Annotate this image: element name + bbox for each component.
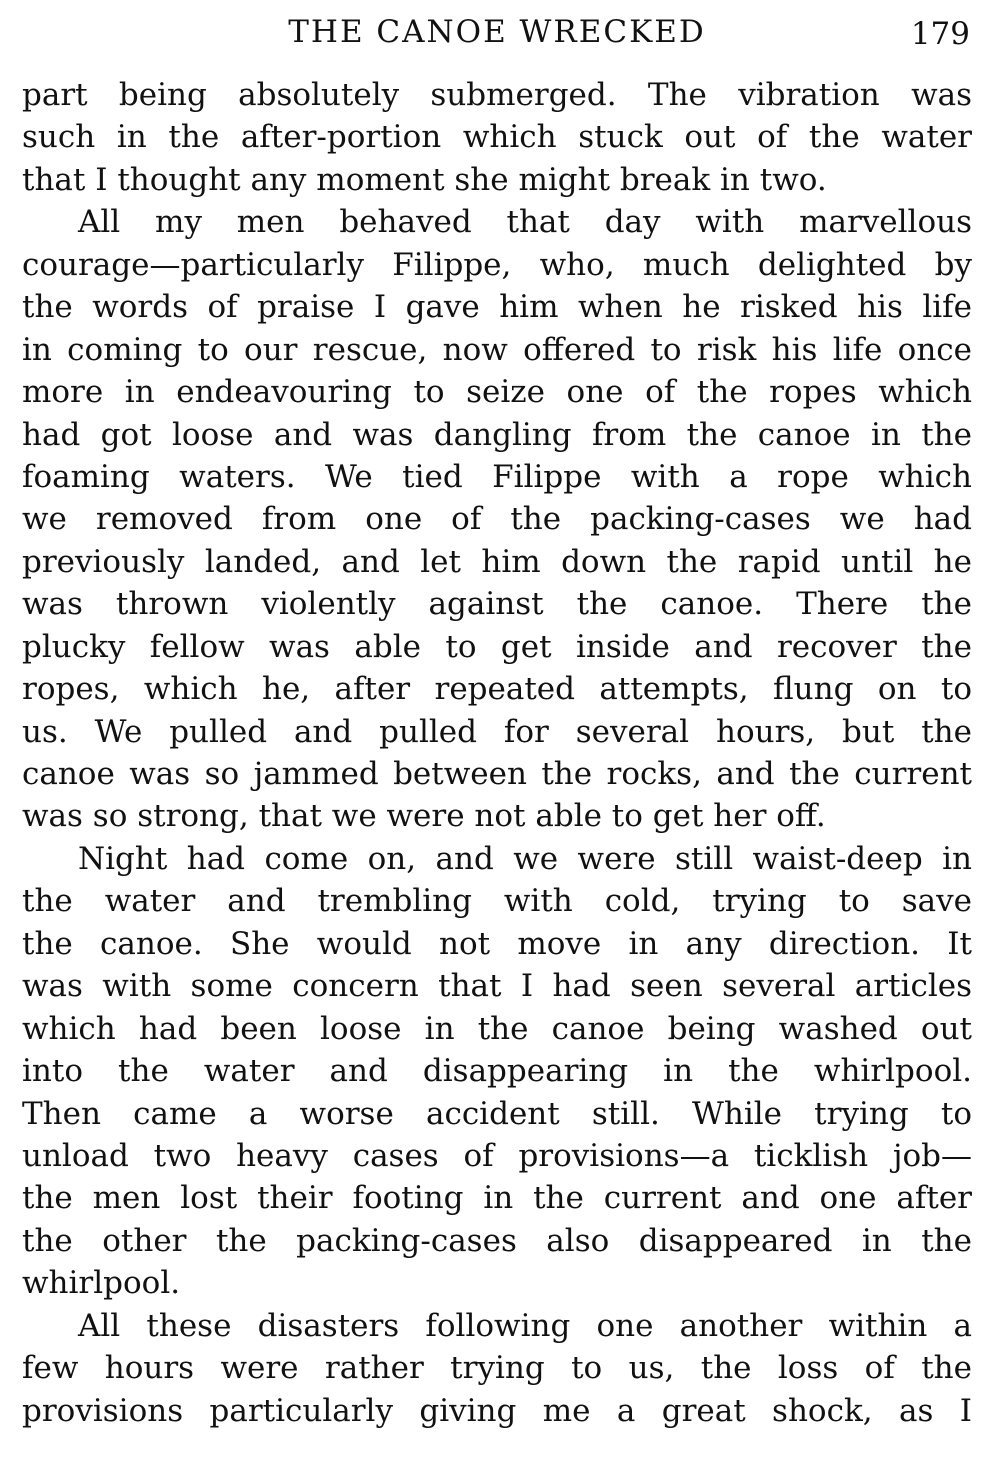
text-line: plucky fellow was able to get inside and recover the [22,628,972,665]
text-line: the canoe. She would not move in any direction. It [22,925,972,962]
text-line: ropes, which he, after repeated attempts, flung on to [22,671,972,708]
text-line: All my men behaved that day with marvellous [78,204,972,241]
text-line: the water and trembling with cold, trying to save [22,883,972,920]
text-line: was with some concern that I had seen several articles [22,968,972,1005]
text-line: in coming to our rescue, now offered to risk his life once [22,331,972,368]
text-line: Night had come on, and we were still waist-deep in [78,840,972,877]
body-text [22,74,972,1432]
text-line: such in the after-portion which stuck out of the water [22,119,972,156]
text-line: us. We pulled and pulled for several hours, but the [22,713,972,750]
text-line: the other the packing-cases also disappeared in the [22,1222,972,1259]
text-line: more in endeavouring to seize one of the ropes which [22,374,972,411]
text-line: into the water and disappearing in the whirlpool. [22,1053,972,1090]
text-line: was thrown violently against the canoe. There the [22,586,972,623]
text-line: courage—particularly Filippe, who, much delighted by [22,246,972,283]
text-line: canoe was so jammed between the rocks, and the current [22,756,972,792]
text-line: that I thought any moment she might break in two. [22,161,827,198]
text-line: previously landed, and let him down the rapid until he [22,543,972,580]
text-line: we removed from one of the packing-cases we had [22,501,972,538]
text-line: unload two heavy cases of provisions—a ticklish job— [22,1137,972,1174]
text-line: was so strong, that we were not able to get her off. [22,798,826,835]
running-head [22,10,972,60]
text-line: which had been loose in the canoe being washed out [22,1010,972,1047]
text-line: had got loose and was dangling from the canoe in the [22,416,972,453]
text-line: whirlpool. [22,1265,181,1302]
text-line: the words of praise I gave him when he risked his life [22,289,972,326]
text-line: All these disasters following one another within a [78,1307,972,1344]
page-number: 179 [910,16,970,52]
text-line: provisions particularly giving me a great shock, as I [22,1392,972,1429]
text-line: Then came a worse accident still. While trying to [22,1095,972,1132]
text-line: foaming waters. We tied Filippe with a rope which [22,458,972,495]
chapter-title: THE CANOE WRECKED [288,14,706,50]
text-line: few hours were rather trying to us, the loss of the [22,1350,972,1387]
text-line: the men lost their footing in the current and one after [22,1180,972,1217]
text-line: part being absolutely submerged. The vibration was [22,77,972,113]
